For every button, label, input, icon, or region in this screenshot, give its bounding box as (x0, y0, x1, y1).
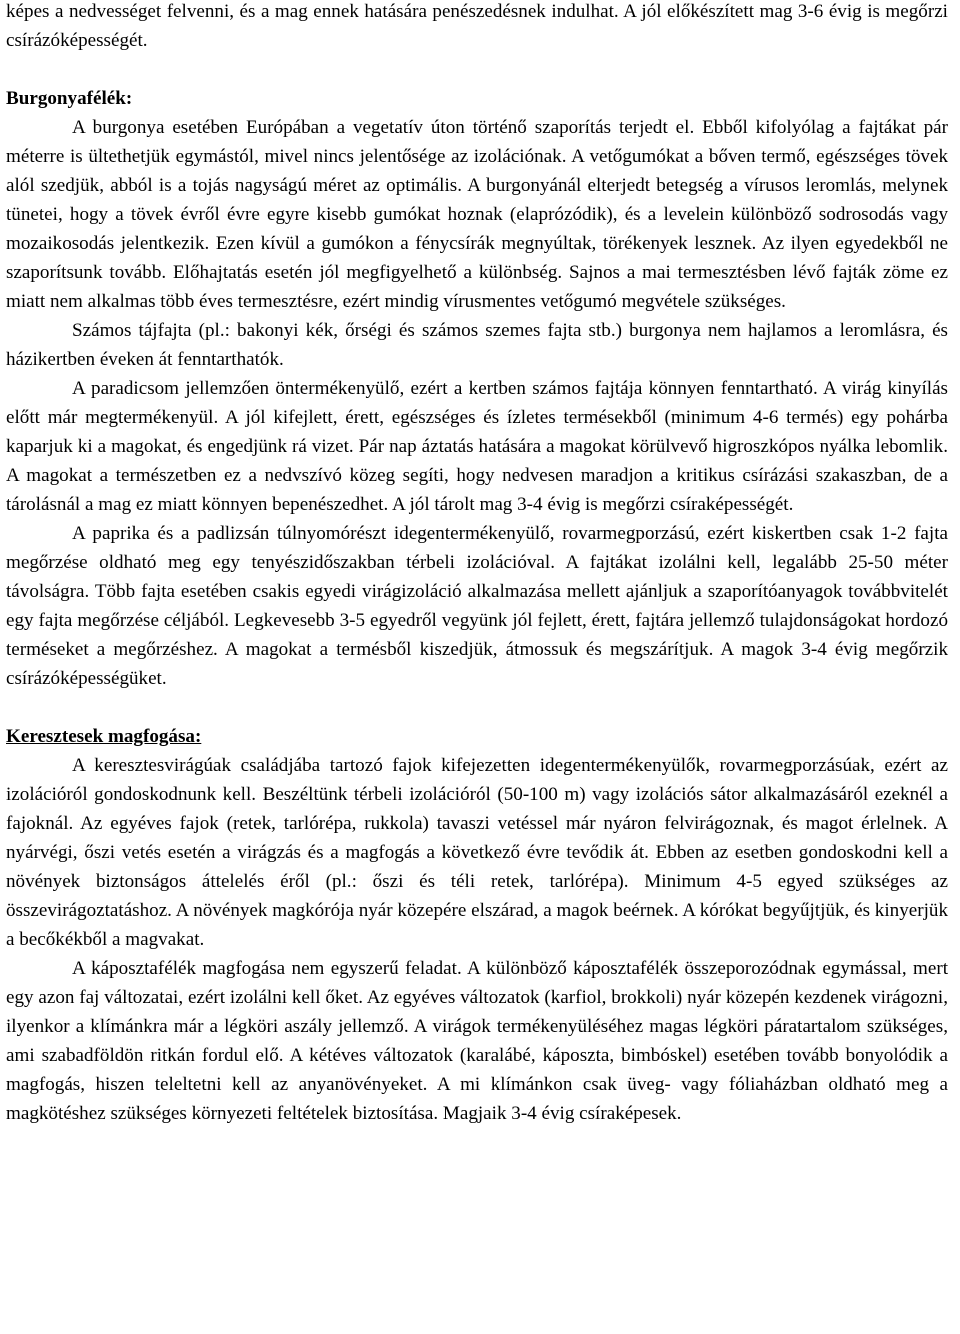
landrace-paragraph: Számos tájfajta (pl.: bakonyi kék, őrségi és számos szemes fajta stb.) burgonya nem hajlamos a leromlásra, és házikertben éveken át fenntarthatók. (6, 320, 948, 370)
potato-section-heading: Burgonyafélék: (6, 88, 133, 109)
crucifers-section-heading: Keresztesek magfogása: (6, 726, 202, 747)
intro-paragraph: képes a nedvességet felvenni, és a mag ennek hatására penészedésnek indulhat. A jól előkészített mag 3-6 évig is megőrzi csírázóképességét. (6, 1, 948, 51)
text-column (6, 0, 948, 1128)
spacer (6, 693, 948, 722)
tomato-paragraph: A paradicsom jellemzően öntermékenyülő, ezért a kertben számos fajtája könnyen fenntartható. A virág kinyílás előtt már megtermékenyül. A jól kifejlett, érett, egészséges és ízletes termésekből (minimum 4-6 termés) egy pohárba kaparjuk ki a magokat, és engedjünk rá vizet. Pár nap áztatás hatására a magokat körülvevő higroszkópos nyálka lebomlik. A magokat a természetben ez a nedvszívó közeg segíti, hogy nedvesen maradjon a kritikus csírázási szakaszban, de a tárolásnál a mag ez miatt könnyen bepenészedhet. A jól tárolt mag 3-4 évig is megőrzi csíraképességét. (6, 378, 948, 515)
cabbage-paragraph: A káposztafélék magfogása nem egyszerű feladat. A különböző káposztafélék összeporozódnak egymással, mert egy azon faj változatai, ezért izolálni kell őket. Az egyéves változatok (karfiol, brokkoli) nyár közepén kezdenek virágozni, ilyenkor a klímánkra már a légköri aszály jellemző. A virágok termékenyüléséhez magas légköri páratartalom szükséges, ami szabadföldön ritkán fordul elő. A kétéves változatok (karalábé, káposzta, bimbóskel) esetében tovább bonyolódik a magfogás, hiszen teleltetni kell az anyanövényeket. A mi klímánkon csak üveg- vagy fóliaházban oldható meg a magkötéshez szükséges környezeti feltételek biztosítása. Magjaik 3-4 évig csíraképesek. (6, 958, 948, 1124)
crucifers-paragraph: A keresztesvirágúak családjába tartozó fajok kifejezetten idegentermékenyülők, rovarmegporzásúak, ezért az izolációról gondoskodnunk kell. Beszéltünk térbeli izolációról (50-100 m) vagy izolációs sátor alkalmazásáról ezeknél a fajoknál. Az egyéves fajok (retek, tarlórépa, rukkola) tavaszi vetéssel már nyáron felvirágoznak, és magot érlelnek. A nyárvégi, őszi vetés esetén a virágzás és a magfogás a következő évre tevődik át. Ebben az esetben gondoskodni kell a növények biztonságos áttelelés éről (pl.: őszi és téli retek, tarlórépa). Minimum 4-5 egyed szükséges az összevirágoztatáshoz. A növények magkórója nyár közepére elszárad, a magok beérnek. A kórókat begyűjtjük, és kinyerjük a becőkékből a magvakat. (6, 755, 948, 950)
spacer (6, 55, 948, 84)
potato-paragraph: A burgonya esetében Európában a vegetatív úton történő szaporítás terjedt el. Ebből kifolyólag a fajtákat pár méterre is ültethetjük egymástól, mivel nincs jelentősége az izolációnak. A vetőgumókat a bőven termő, egészséges tövek alól szedjük, abból is a tojás nagyságú méret az optimális. A burgonyánál elterjedt betegség a vírusos leromlás, melynek tünetei, hogy a tövek évről évre egyre kisebb gumókat hoznak (elaprózódik), és a levelein különböző sodrosodás vagy mozaikosodás jelentkezik. Ezen kívül a gumókon a fénycsírák megnyúltak, törékenyek lesznek. Az ilyen egyedekből ne szaporítsunk tovább. Előhajtatás esetén jól megfigyelhető a különbség. Sajnos a mai termesztésben lévő fajták zöme ez miatt nem alkalmas több éves termesztésre, ezért mindig vírusmentes vetőgumó megvétele szükséges. (6, 117, 948, 312)
pepper-eggplant-paragraph: A paprika és a padlizsán túlnyomórészt idegentermékenyülő, rovarmegporzású, ezért kiskertben csak 1-2 fajta megőrzése oldható meg egy tenyészidőszakban térbeli izolációval. A fajtákat izolálni kell, legalább 25-50 méter távolságra. Több fajta esetében csakis egyedi virágizoláció alkalmazása mellett ajánljuk a szaporítóanyagok továbbvitelét egy fajta megőrzése céljából. Legkevesebb 3-5 egyedről vegyünk jól fejlett, érett, fajtára jellemző tulajdonságokat hordozó terméseket a megőrzéshez. A magokat a termésből kiszedjük, átmossuk és megszárítjuk. A magok 3-4 évig megőrzik csírázóképességüket. (6, 523, 948, 689)
